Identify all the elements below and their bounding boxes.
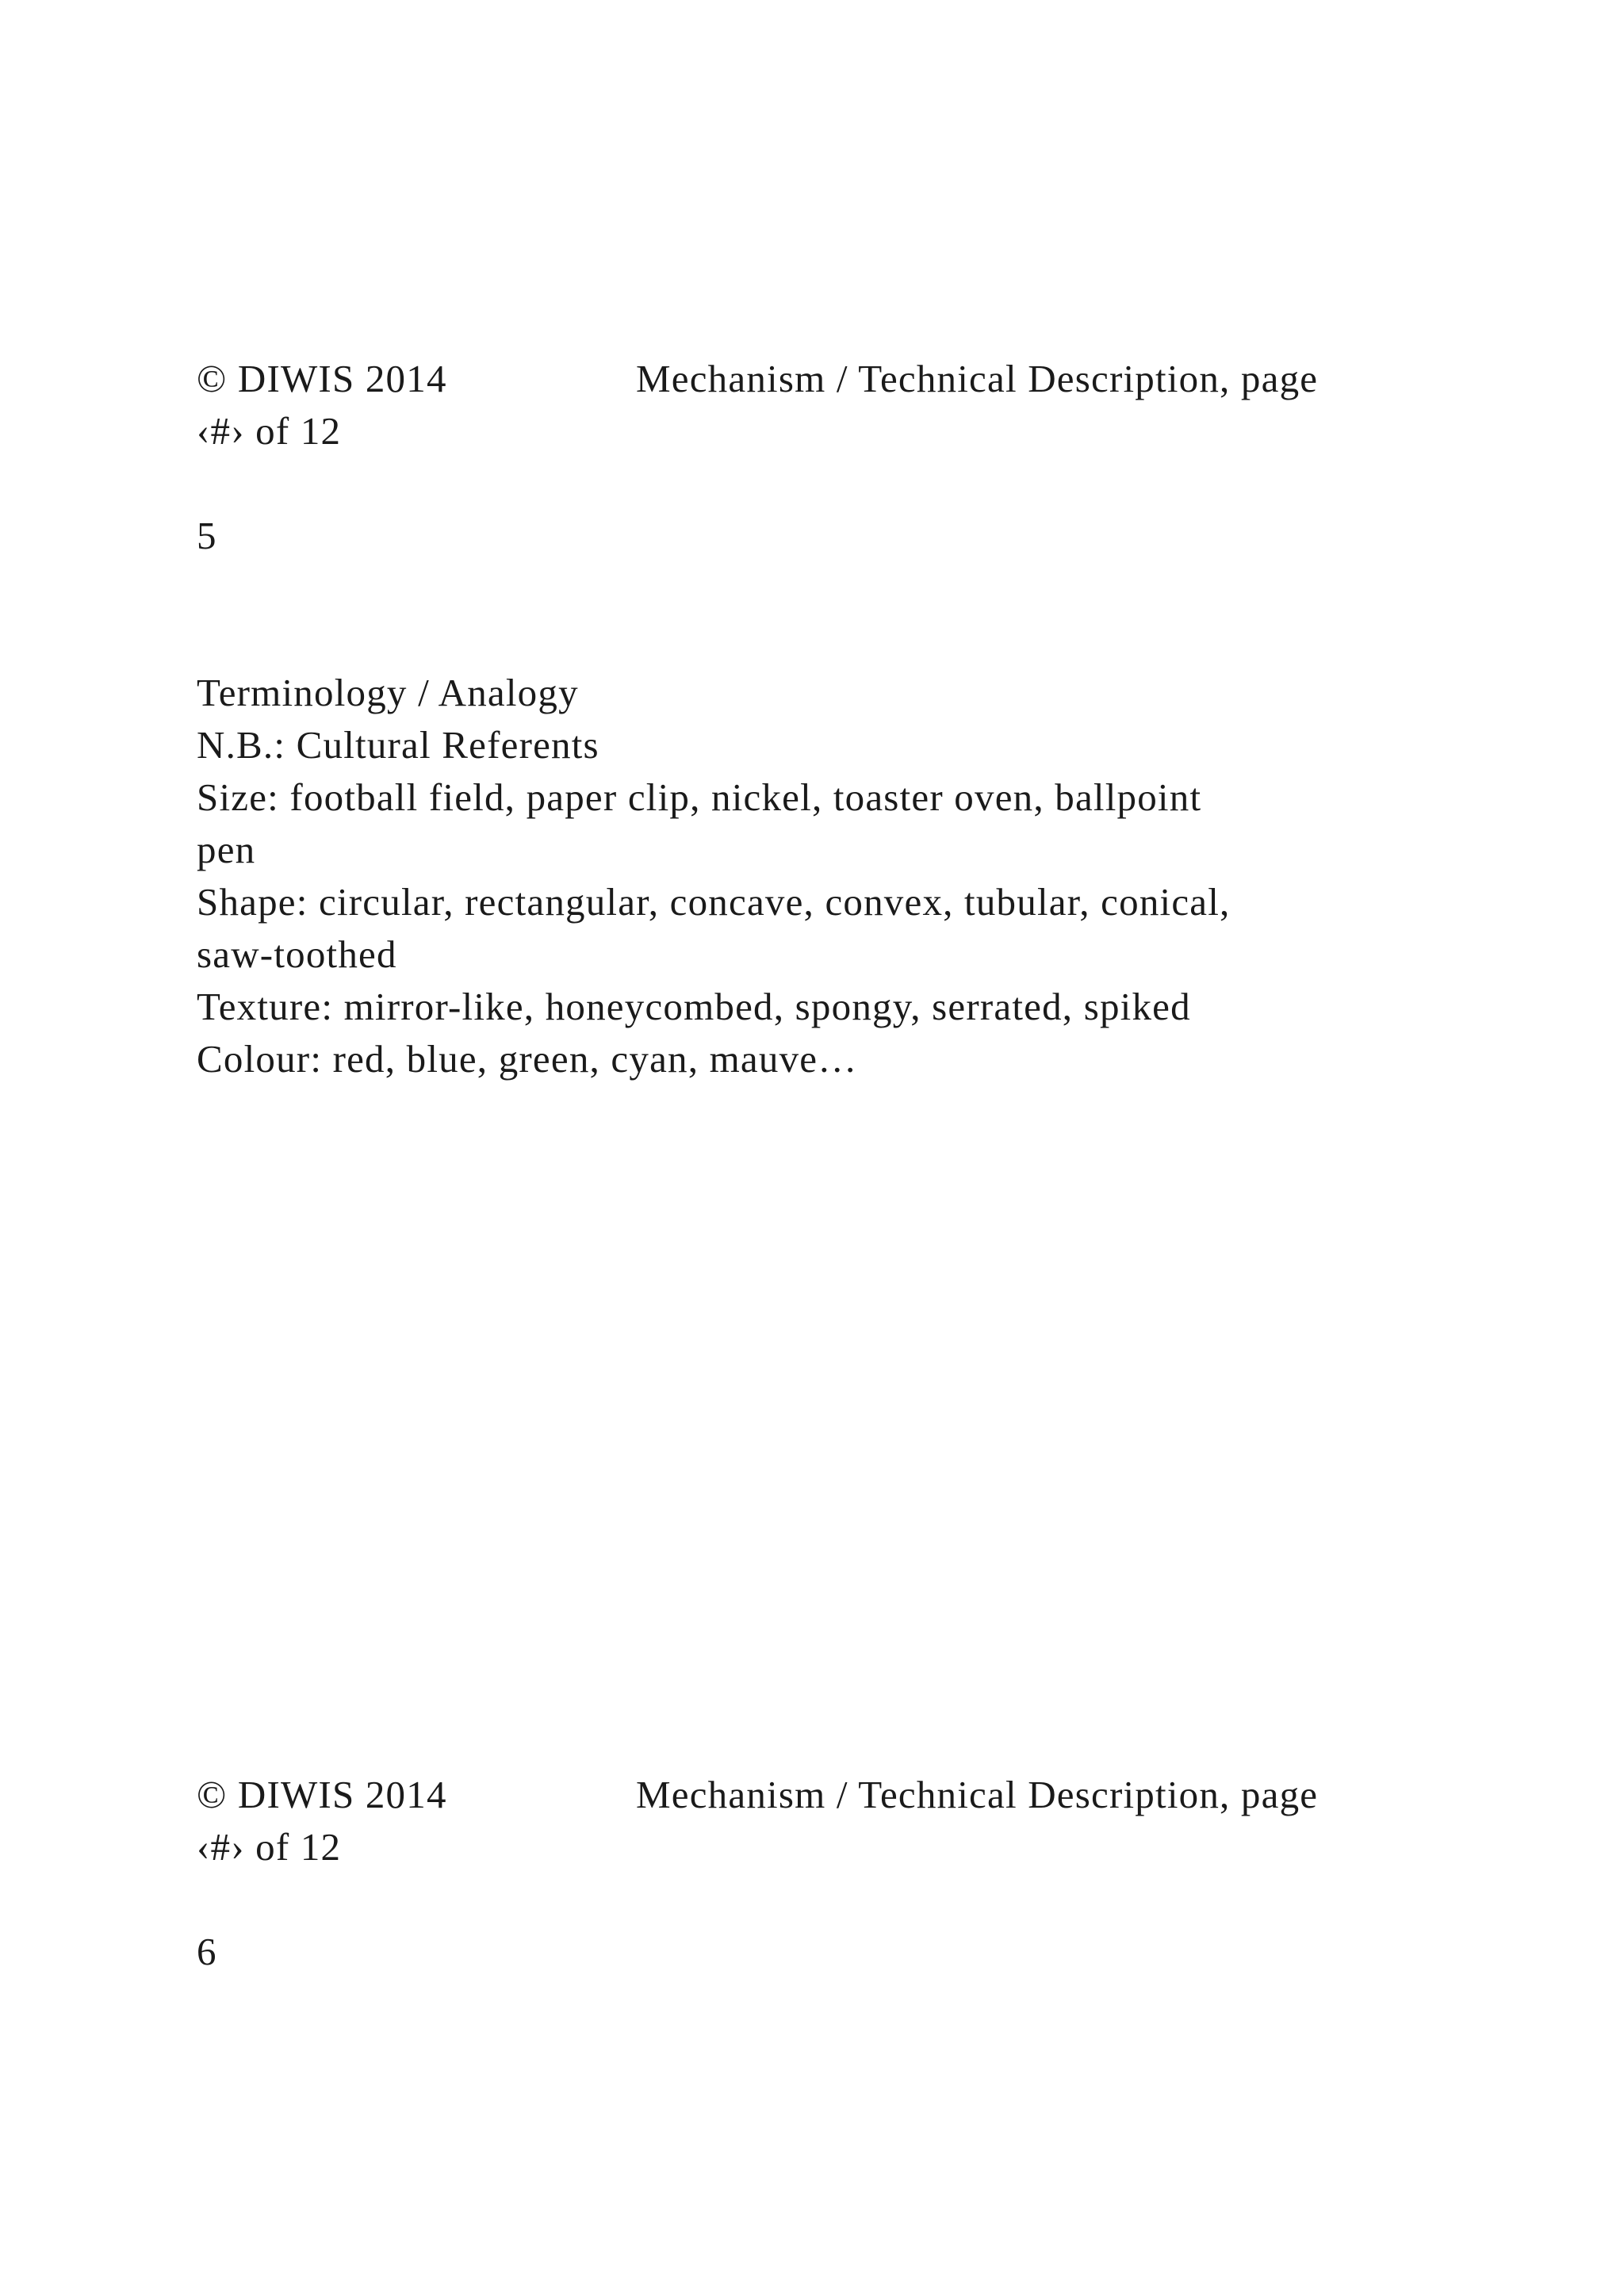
footer-copyright: © DIWIS 2014	[197, 357, 447, 400]
footer-copyright: © DIWIS 2014	[197, 1773, 447, 1816]
footer-page-ref: ‹#› of 12	[197, 409, 342, 453]
size-line: Size: football field, paper clip, nickel, toaster oven, ballpoint	[197, 775, 1202, 819]
note-line: N.B.: Cultural Referents	[197, 723, 599, 767]
footer-page-ref: ‹#› of 12	[197, 1825, 342, 1869]
slide-number: 6	[197, 1930, 217, 1973]
texture-line: Texture: mirror-like, honeycombed, spongy, serrated, spiked	[197, 985, 1191, 1028]
shape-line-continued: saw-toothed	[197, 932, 397, 976]
colour-line: Colour: red, blue, green, cyan, mauve…	[197, 1037, 858, 1081]
footer-title: Mechanism / Technical Description, page	[636, 1773, 1319, 1816]
section-heading: Terminology / Analogy	[197, 671, 579, 714]
footer-title: Mechanism / Technical Description, page	[636, 357, 1319, 400]
slide-number: 5	[197, 514, 217, 557]
size-line-continued: pen	[197, 828, 256, 871]
shape-line: Shape: circular, rectangular, concave, convex, tubular, conical,	[197, 880, 1231, 924]
